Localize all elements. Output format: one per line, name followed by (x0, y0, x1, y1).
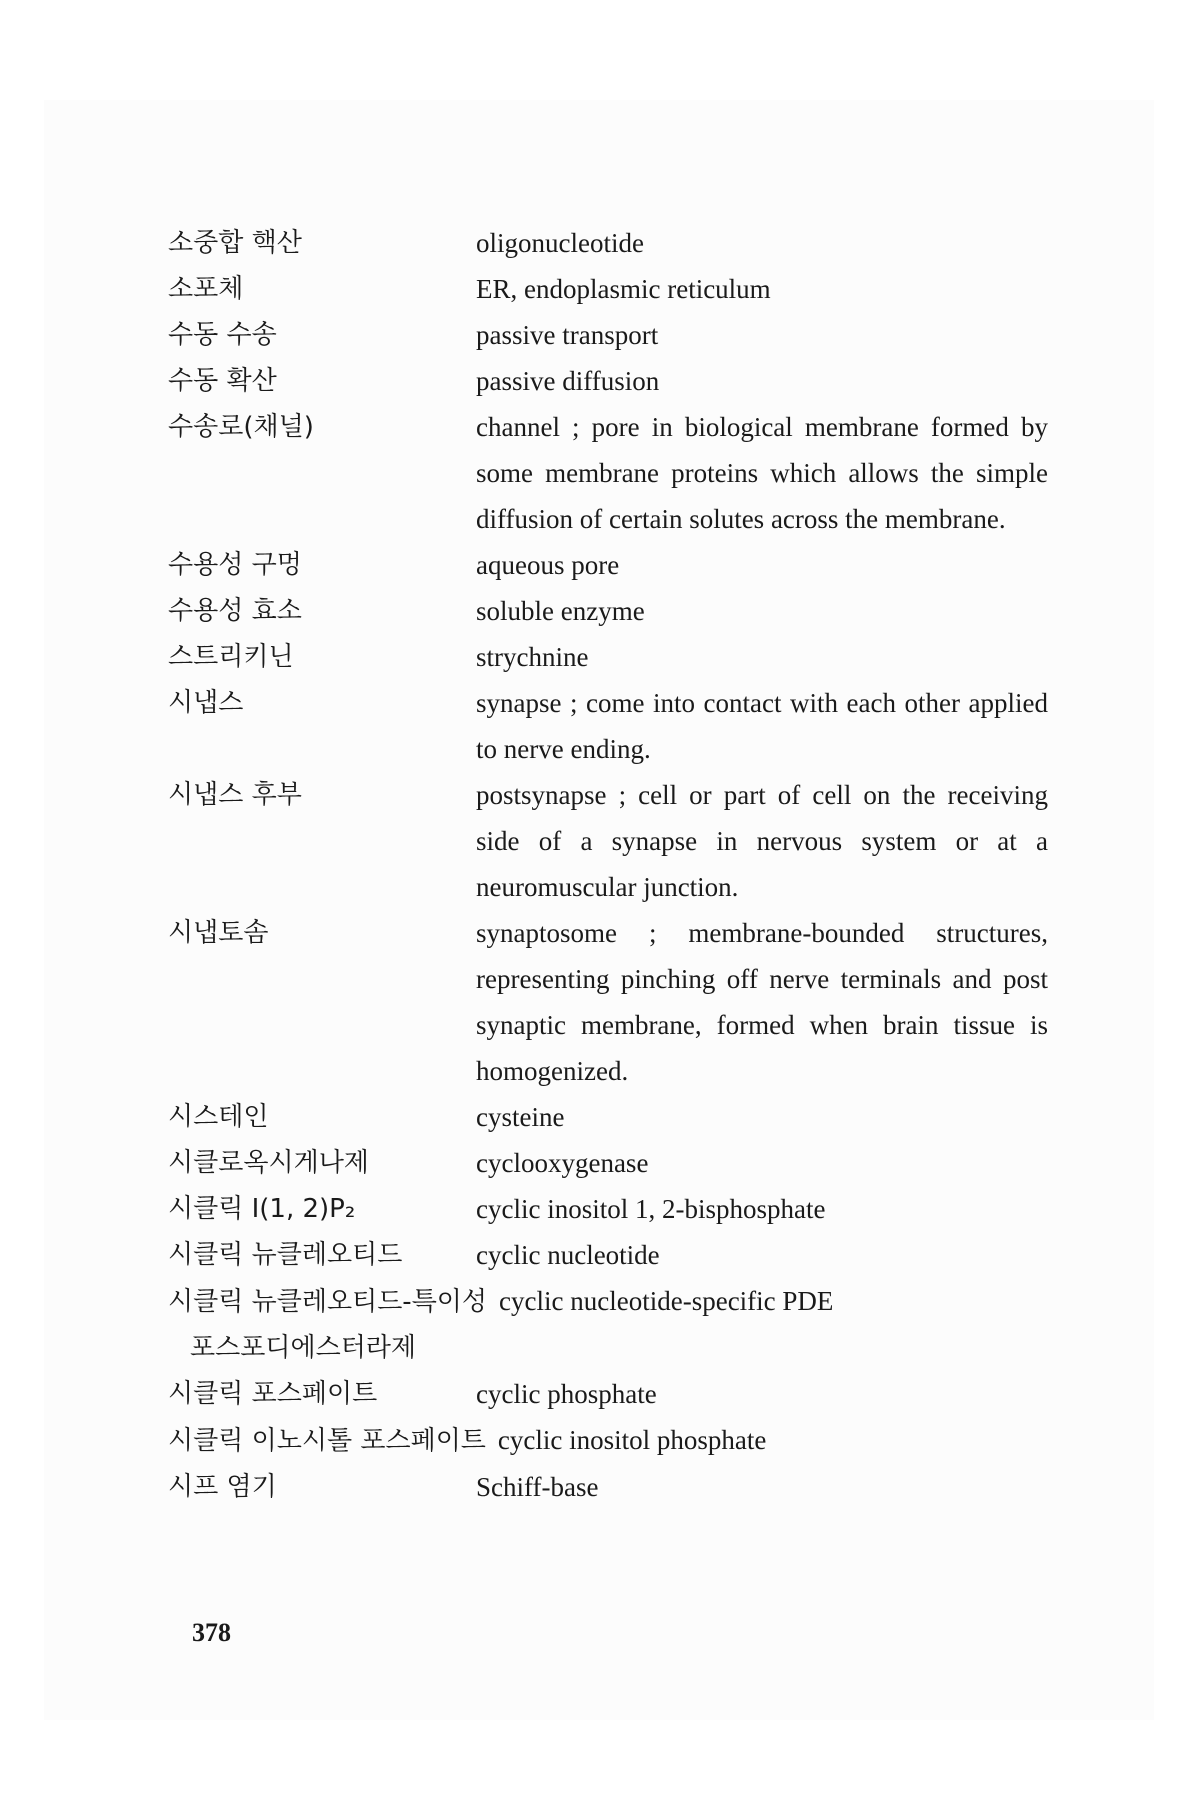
entry-definition: cyclic nucleotide-specific PDE (499, 1286, 834, 1316)
wide-entry-row (168, 1417, 1068, 1464)
entry-term: 소중합 핵산 (168, 228, 302, 258)
entry-term: 시클릭 이노시톨 포스페이트 (168, 1426, 486, 1456)
entry-definition: cyclooxygenase (476, 1148, 649, 1178)
glossary-entry (168, 1094, 1068, 1140)
page-number: 378 (192, 1618, 231, 1647)
entry-term: 시프 염기 (168, 1472, 277, 1502)
entry-term: 시클릭 I(1, 2)P₂ (168, 1194, 356, 1224)
entry-term: 시스테인 (168, 1102, 269, 1132)
glossary-entry (168, 634, 1068, 680)
entry-definition: cyclic inositol phosphate (497, 1425, 767, 1455)
entry-term: 스트리키닌 (168, 642, 294, 672)
entry-term: 시냅스 후부 (168, 780, 302, 810)
glossary-entry (168, 1186, 1068, 1232)
entry-definition: soluble enzyme (476, 596, 645, 626)
entry-definition: synapse ; come into contact with each other applied to nerve ending. (476, 688, 1048, 764)
entry-definition: cysteine (476, 1102, 565, 1132)
entry-term: 소포체 (168, 274, 244, 304)
entry-definition: synaptosome ; membrane-bounded structures, representing pinching off nerve terminals and post synaptic membrane, formed when brain tissue is homogenized. (476, 918, 1048, 1086)
glossary-entry (168, 772, 1068, 910)
entry-term: 시클릭 뉴클레오티드-특이성 (168, 1287, 488, 1317)
entry-term: 시클릭 뉴클레오티드 (168, 1240, 403, 1270)
entry-definition: cyclic nucleotide (476, 1240, 660, 1270)
entry-definition: Schiff-base (476, 1472, 599, 1502)
entry-definition: aqueous pore (476, 550, 620, 580)
entry-definition: ER, endoplasmic reticulum (476, 274, 771, 304)
wide-entry-row (168, 1278, 1068, 1325)
entry-term: 수용성 효소 (168, 596, 302, 626)
entry-definition: cyclic inositol 1, 2-bisphosphate (476, 1194, 826, 1224)
entry-definition: strychnine (476, 642, 589, 672)
entry-term: 시클릭 포스페이트 (168, 1379, 378, 1409)
glossary-entry (168, 312, 1068, 358)
entry-term: 수송로(채널) (168, 412, 314, 442)
glossary-entry (168, 404, 1068, 542)
entry-term-continued: 포스포디에스터라제 (190, 1333, 417, 1363)
glossary-entry (168, 266, 1068, 312)
entry-term: 시클로옥시게나제 (168, 1148, 369, 1178)
entry-term: 수용성 구멍 (168, 550, 302, 580)
glossary-entry (168, 588, 1068, 634)
entry-definition: cyclic phosphate (476, 1379, 657, 1409)
entry-definition: oligonucleotide (476, 228, 644, 258)
glossary-entry-wide (168, 1278, 1068, 1371)
glossary-entry (168, 910, 1068, 1094)
glossary-entry (168, 1371, 1068, 1417)
glossary-list (168, 220, 1068, 1510)
entry-term: 수동 확산 (168, 366, 277, 396)
glossary-entry-wide (168, 1417, 1068, 1464)
glossary-entry (168, 680, 1068, 772)
entry-term: 시냅토솜 (168, 918, 269, 948)
glossary-entry (168, 1140, 1068, 1186)
entry-definition: passive transport (476, 320, 659, 350)
entry-definition: channel ; pore in biological membrane formed by some membrane proteins which allows the simple diffusion of certain solutes across the membrane. (476, 412, 1048, 534)
entry-term: 시냅스 (168, 688, 244, 718)
glossary-entry (168, 358, 1068, 404)
entry-term: 수동 수송 (168, 320, 277, 350)
entry-definition: passive diffusion (476, 366, 660, 396)
glossary-entry (168, 220, 1068, 266)
glossary-entry (168, 1232, 1068, 1278)
entry-definition: postsynapse ; cell or part of cell on the receiving side of a synapse in nervous system or at a neuromuscular junction. (476, 780, 1048, 902)
glossary-entry (168, 1464, 1068, 1510)
glossary-entry (168, 542, 1068, 588)
